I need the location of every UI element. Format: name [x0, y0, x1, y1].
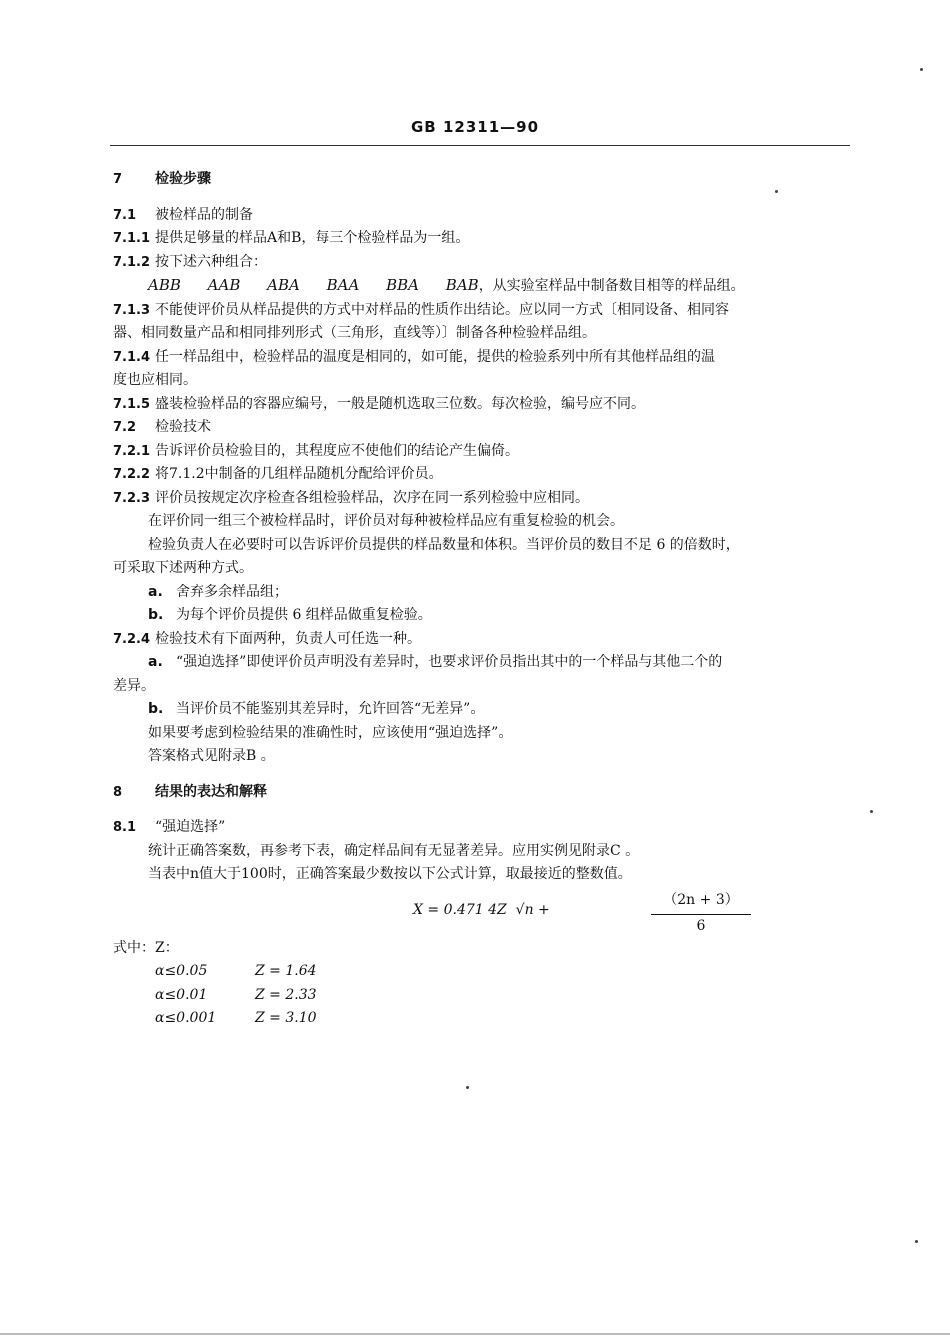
- page-header-code: GB 12311—90: [410, 118, 540, 136]
- combo-item: AAB: [207, 276, 241, 294]
- technique-a: a. “强迫选择”即使评价员声明没有差异时，也要求评价员指出其中的一个样品与其他二个的: [148, 654, 723, 670]
- z-value-row: α≤0.05 Z = 1.64: [155, 963, 317, 979]
- clause-7-1-1: 7.1.1 提供足够量的样品A和B，每三个检验样品为一组。: [113, 230, 470, 246]
- clause-7-2-3: 7.2.3 评价员按规定次序检查各组检验样品，次序在同一系列检验中应相同。: [113, 489, 589, 506]
- technique-a-cont: 差异。: [113, 677, 155, 694]
- clause-8-1-para2: 当表中n值大于100时，正确答案最少数按以下公式计算，取最接近的整数值。: [148, 866, 632, 882]
- answer-format-note: 答案格式见附录B 。: [148, 748, 275, 764]
- clause-7-2-1: 7.2.1 告诉评价员检验目的，其程度应不使他们的结论产生偏倚。: [113, 442, 519, 459]
- header-rule: [110, 145, 850, 146]
- clause-7-1-3-cont: 器、相同数量产品和相同排列形式（三角形，直线等）〕制备各种检验样品组。: [113, 325, 596, 341]
- clause-7-2-3-para2: 在评价同一组三个被检样品时，评价员对每种被检样品应有重复检验的机会。: [148, 513, 624, 529]
- clause-7-2-3-para3-cont: 可采取下述两种方式。: [113, 560, 253, 576]
- min-correct-formula: X = 0.471 4Z √n + $\frac{(2n + 3)}{6}$: [153, 891, 853, 931]
- z-value-row: α≤0.001 Z = 3.10: [155, 1010, 317, 1026]
- clause-8-1-para1: 统计正确答案数，再参考下表，确定样品间有无显著差异。应用实例见附录C 。: [148, 842, 640, 859]
- document-body: [113, 168, 853, 1031]
- combo-item: ABA: [267, 276, 300, 294]
- scan-edge: [0, 1333, 950, 1335]
- where-label: 式中：Z：: [113, 939, 179, 956]
- clause-7-1-4: 7.1.4 任一样品组中，检验样品的温度是相同的，如可能，提供的检验系列中所有其他样品组的温: [113, 348, 715, 365]
- z-value-row: α≤0.01 Z = 2.33: [155, 986, 317, 1003]
- clause-7-2-4: 7.2.4 检验技术有下面两种，负责人可任选一种。: [113, 630, 421, 647]
- option-b: b. 为每个评价员提供 6 组样品做重复检验。: [148, 607, 432, 623]
- clause-7-1: 7.1 被检样品的制备: [113, 206, 253, 223]
- clause-7-1-4-cont: 度也应相同。: [113, 372, 197, 388]
- technique-b: b. 当评价员不能鉴别其差异时，允许回答“无差异”。: [148, 701, 485, 717]
- clause-7-2-2: 7.2.2 将7.1.2中制备的几组样品随机分配给评价员。: [113, 466, 443, 482]
- combo-item: BAB: [445, 276, 479, 294]
- clause-7-1-3: 7.1.3 不能使评价员从样品提供的方式中对样品的性质作出结论。应以同一方式〔相同设备、相同容: [113, 301, 729, 318]
- combo-item: BAA: [326, 276, 360, 294]
- option-a: a. 舍弃多余样品组；: [148, 583, 288, 600]
- clause-7-2: 7.2 检验技术: [113, 419, 211, 435]
- sample-combinations: ABB AAB ABA BAA BBA BAB，从实验室样品中制备数目相等的样品组。: [148, 276, 745, 294]
- accuracy-note: 如果要考虑到检验结果的准确性时，应该使用“强迫选择”。: [148, 724, 513, 741]
- clause-8-1: 8.1 “强迫选择”: [113, 819, 226, 835]
- combo-item: ABB: [148, 276, 181, 294]
- combo-item: BBA: [386, 276, 420, 294]
- clause-7-1-5: 7.1.5 盛装检验样品的容器应编号，一般是随机选取三位数。每次检验，编号应不同。: [113, 395, 645, 412]
- clause-7-1-2: 7.1.2 按下述六种组合：: [113, 253, 267, 270]
- section-7-heading: 7 检验步骤: [113, 171, 211, 187]
- clause-7-2-3-para3: 检验负责人在必要时可以告诉评价员提供的样品数量和体积。当评价员的数目不足 6 的倍数时，: [148, 536, 740, 553]
- section-8-heading: 8 结果的表达和解释: [113, 783, 267, 800]
